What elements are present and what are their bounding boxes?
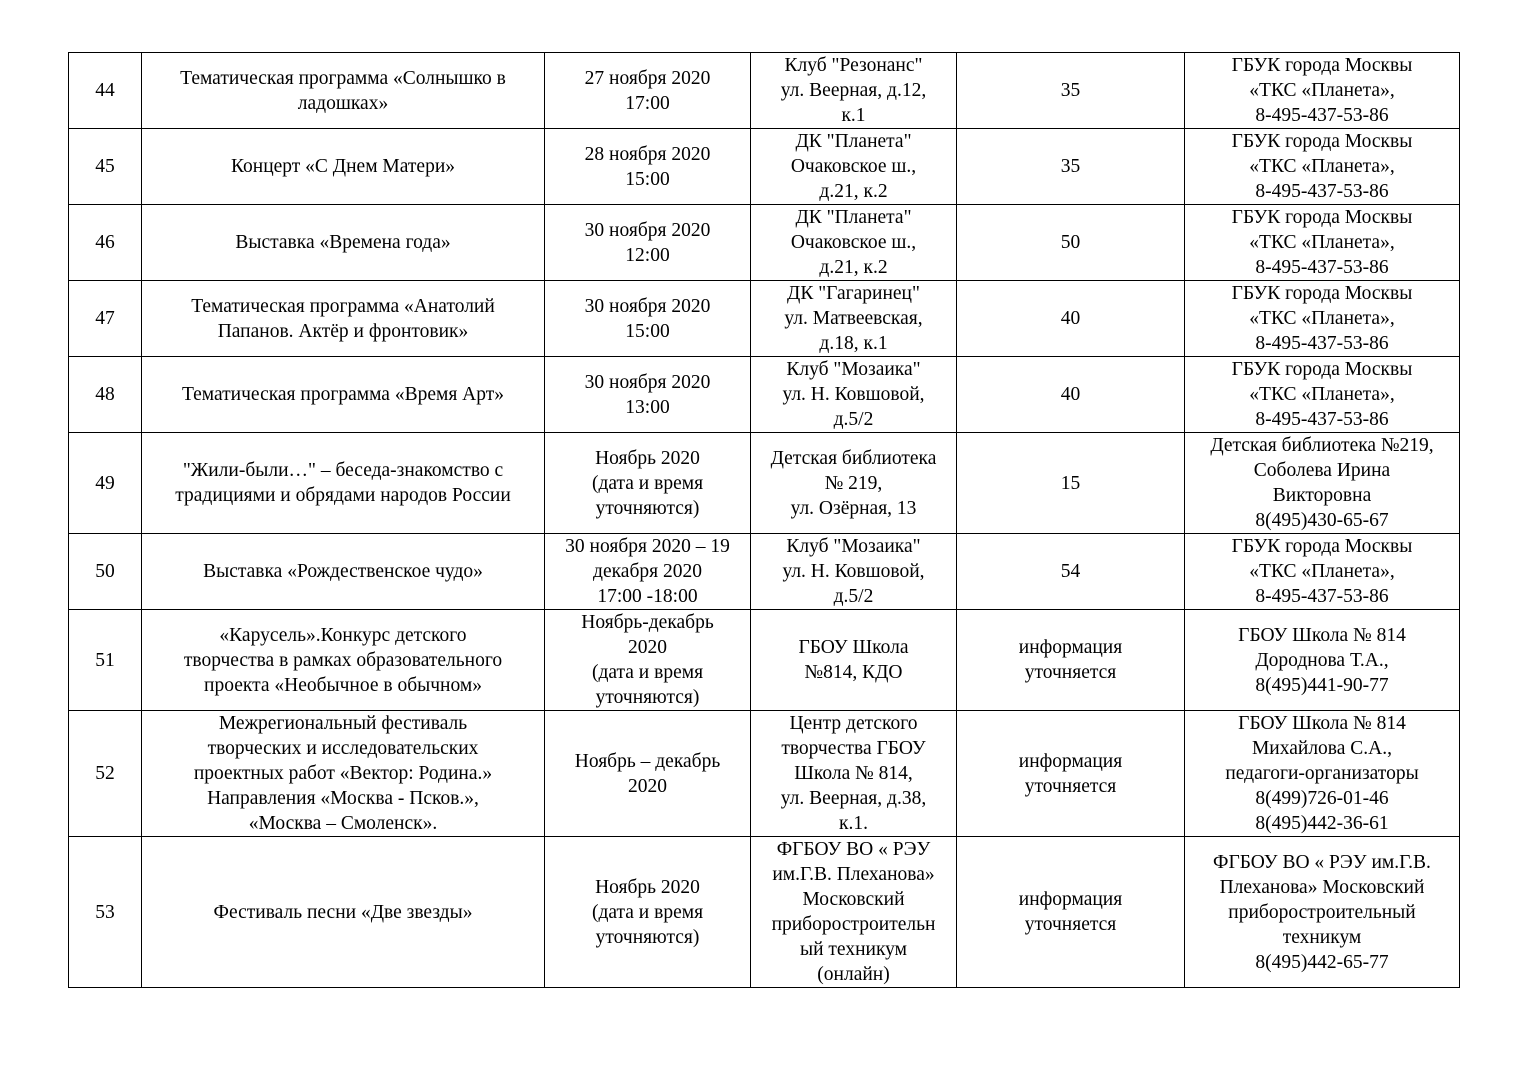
organizer: Детская библиотека №219, Соболева Ирина Викторовна 8(495)430-65-67	[1185, 433, 1460, 534]
event-name: "Жили-были…" – беседа-знакомство с традициями и обрядами народов России	[142, 433, 545, 534]
event-place: Клуб "Мозаика" ул. Н. Ковшовой, д.5/2	[751, 534, 957, 610]
table-row	[69, 281, 1460, 357]
table-row	[69, 534, 1460, 610]
event-place: ДК "Гагаринец" ул. Матвеевская, д.18, к.1	[751, 281, 957, 357]
table-row	[69, 357, 1460, 433]
event-name: Выставка «Рождественское чудо»	[142, 534, 545, 610]
event-date: 30 ноября 2020 12:00	[545, 205, 751, 281]
event-place: ГБОУ Школа №814, КДО	[751, 610, 957, 711]
event-date: Ноябрь – декабрь 2020	[545, 711, 751, 837]
event-name: «Карусель».Конкурс детского творчества в рамках образовательного проекта «Необычное в обычном»	[142, 610, 545, 711]
event-name: Тематическая программа «Анатолий Папанов. Актёр и фронтовик»	[142, 281, 545, 357]
participant-count: информация уточняется	[957, 837, 1185, 988]
organizer: ГБУК города Москвы «ТКС «Планета», 8-495-437-53-86	[1185, 357, 1460, 433]
organizer: ГБОУ Школа № 814 Дороднова Т.А., 8(495)441-90-77	[1185, 610, 1460, 711]
event-date: 30 ноября 2020 15:00	[545, 281, 751, 357]
participant-count: информация уточняется	[957, 711, 1185, 837]
row-number: 52	[69, 711, 142, 837]
event-place: Детская библиотека № 219, ул. Озёрная, 13	[751, 433, 957, 534]
table-row	[69, 129, 1460, 205]
table-row	[69, 610, 1460, 711]
participant-count: 15	[957, 433, 1185, 534]
participant-count: 50	[957, 205, 1185, 281]
table-row	[69, 433, 1460, 534]
event-date: Ноябрь 2020 (дата и время уточняются)	[545, 433, 751, 534]
row-number: 50	[69, 534, 142, 610]
organizer: ГБУК города Москвы «ТКС «Планета», 8-495-437-53-86	[1185, 129, 1460, 205]
row-number: 44	[69, 53, 142, 129]
organizer: ГБУК города Москвы «ТКС «Планета», 8-495-437-53-86	[1185, 281, 1460, 357]
events-table	[68, 52, 1460, 988]
row-number: 47	[69, 281, 142, 357]
event-name: Концерт «С Днем Матери»	[142, 129, 545, 205]
table-row	[69, 711, 1460, 837]
row-number: 53	[69, 837, 142, 988]
table-row	[69, 205, 1460, 281]
event-place: ДК "Планета" Очаковское ш., д.21, к.2	[751, 129, 957, 205]
event-name: Выставка «Времена года»	[142, 205, 545, 281]
row-number: 48	[69, 357, 142, 433]
table-row	[69, 53, 1460, 129]
participant-count: 54	[957, 534, 1185, 610]
event-date: Ноябрь 2020 (дата и время уточняются)	[545, 837, 751, 988]
event-place: Клуб "Мозаика" ул. Н. Ковшовой, д.5/2	[751, 357, 957, 433]
event-place: Центр детского творчества ГБОУ Школа № 814, ул. Веерная, д.38, к.1.	[751, 711, 957, 837]
row-number: 49	[69, 433, 142, 534]
table-row	[69, 837, 1460, 988]
event-place: ДК "Планета" Очаковское ш., д.21, к.2	[751, 205, 957, 281]
participant-count: 40	[957, 281, 1185, 357]
participant-count: информация уточняется	[957, 610, 1185, 711]
organizer: ГБУК города Москвы «ТКС «Планета», 8-495-437-53-86	[1185, 534, 1460, 610]
row-number: 46	[69, 205, 142, 281]
organizer: ФГБОУ ВО « РЭУ им.Г.В. Плеханова» Московский приборостроительный техникум 8(495)442-65-77	[1185, 837, 1460, 988]
organizer: ГБУК города Москвы «ТКС «Планета», 8-495-437-53-86	[1185, 53, 1460, 129]
event-date: 27 ноября 2020 17:00	[545, 53, 751, 129]
event-date: 28 ноября 2020 15:00	[545, 129, 751, 205]
event-date: 30 ноября 2020 – 19 декабря 2020 17:00 -18:00	[545, 534, 751, 610]
event-name: Межрегиональный фестиваль творческих и исследовательских проектных работ «Вектор: Родина.» Направления «Москва - Псков.», «Москва – Смоленск».	[142, 711, 545, 837]
events-table-body	[69, 53, 1460, 988]
event-date: 30 ноября 2020 13:00	[545, 357, 751, 433]
event-place: ФГБОУ ВО « РЭУ им.Г.В. Плеханова» Московский приборостроительн ый техникум (онлайн)	[751, 837, 957, 988]
organizer: ГБУК города Москвы «ТКС «Планета», 8-495-437-53-86	[1185, 205, 1460, 281]
event-name: Тематическая программа «Время Арт»	[142, 357, 545, 433]
event-name: Тематическая программа «Солнышко в ладошках»	[142, 53, 545, 129]
event-date: Ноябрь-декабрь 2020 (дата и время уточняются)	[545, 610, 751, 711]
organizer: ГБОУ Школа № 814 Михайлова С.А., педагоги-организаторы 8(499)726-01-46 8(495)442-36-61	[1185, 711, 1460, 837]
participant-count: 35	[957, 129, 1185, 205]
participant-count: 35	[957, 53, 1185, 129]
row-number: 45	[69, 129, 142, 205]
participant-count: 40	[957, 357, 1185, 433]
row-number: 51	[69, 610, 142, 711]
event-name: Фестиваль песни «Две звезды»	[142, 837, 545, 988]
event-place: Клуб "Резонанс" ул. Веерная, д.12, к.1	[751, 53, 957, 129]
